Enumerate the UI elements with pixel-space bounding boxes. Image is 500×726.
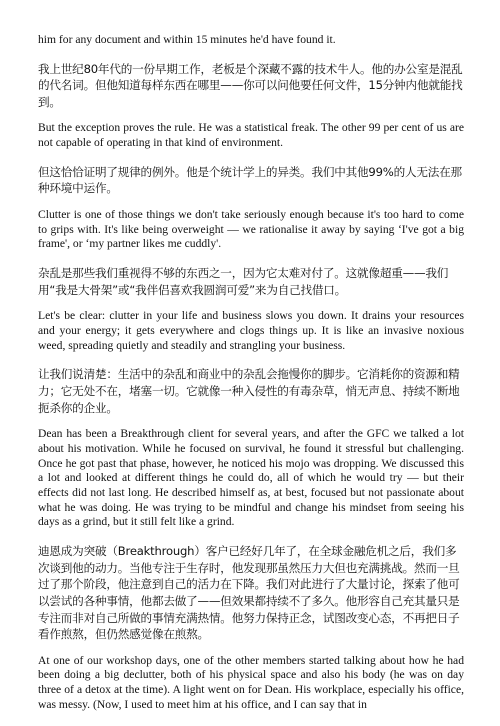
paragraph-en-6: At one of our workshop days, one of the other members started talking about how he had been doing a big declutter, both of his physical space and also his body (he was on day three of a detox at the time). A light went on for Dean. His workplace, especially his office, was messy. (Now, I used to meet him at his office, and I can say that in: [38, 653, 464, 711]
paragraph-zh-5: 迪恩成为突破（Breakthrough）客户已经好几年了，在全球金融危机之后，我们多次谈到他的动力。当他专注于生存时，他发现那虽然压力大但也充满挑战。然而一旦过了那个阶段，他注意到自己的活力在下降。我们对此进行了大量讨论，探索了他可以尝试的各种事情，他都去做了——但效果都持续不了多久。他形容自己充其量只是专注而非对自己所做的事情充满热情。他努力保持正念，试图改变心态，不再把日子看作煎熬，但仍然感觉像在煎熬。: [38, 544, 460, 642]
paragraph-en-5: Dean has been a Breakthrough client for several years, and after the GFC we talked a lot about his motivation. While he focused on survival, he found it stressful but challenging. Once he got past that phase, however, he noticed his mojo was dropping. We discussed this a lot and looked at different things he could do, all of which he would try — but their effects did not last long. He described himself as, at best, focused but not passionate about what he was doing. He was trying to be mindful and change his mindset from seeing his days as a grind, but it still felt like a grind.: [38, 427, 464, 529]
paragraph-zh-1: 我上世纪80年代的一份早期工作，老板是个深藏不露的技术牛人。他的办公室是混乱的代名词。但他知道每样东西在哪里——你可以问他要任何文件，15分钟内他就能找到。: [38, 61, 463, 109]
paragraph-zh-2: 但这恰恰证明了规律的例外。他是个统计学上的异类。我们中其他99%的人无法在那种环境中运作。: [38, 164, 462, 196]
paragraph-en-3: Clutter is one of those things we don't take seriously enough because it's too hard to come to grips with. It's like being overweight — we rationalise it away by saying ‘I've got a big frame', or ‘my partner likes me cuddly'.: [38, 208, 464, 251]
paragraph-zh-3: 杂乱是那些我们重视得不够的东西之一，因为它太难对付了。这就像超重——我们用“我是大骨架”或“我伴侣喜欢我圆润可爱”来为自己找借口。: [38, 266, 449, 297]
paragraph-en-1: him for any document and within 15 minutes he'd have found it.: [38, 33, 336, 46]
paragraph-zh-4: 让我们说清楚：生活中的杂乱和商业中的杂乱会拖慢你的脚步。它消耗你的资源和精力；它无处不在，堵塞一切。它就像一种入侵性的有毒杂草，悄无声息、持续不断地扼杀你的企业。: [38, 367, 460, 415]
paragraph-en-4: Let's be clear: clutter in your life and business slows you down. It drains your resources and your energy; it gets everywhere and clogs things up. It is like an invasive noxious weed, spreading quietly and steadily and strangling your business.: [38, 309, 464, 352]
paragraph-en-2: But the exception proves the rule. He was a statistical freak. The other 99 per cent of us are not capable of operating in that kind of environment.: [38, 121, 464, 150]
document-page: [38, 33, 464, 726]
